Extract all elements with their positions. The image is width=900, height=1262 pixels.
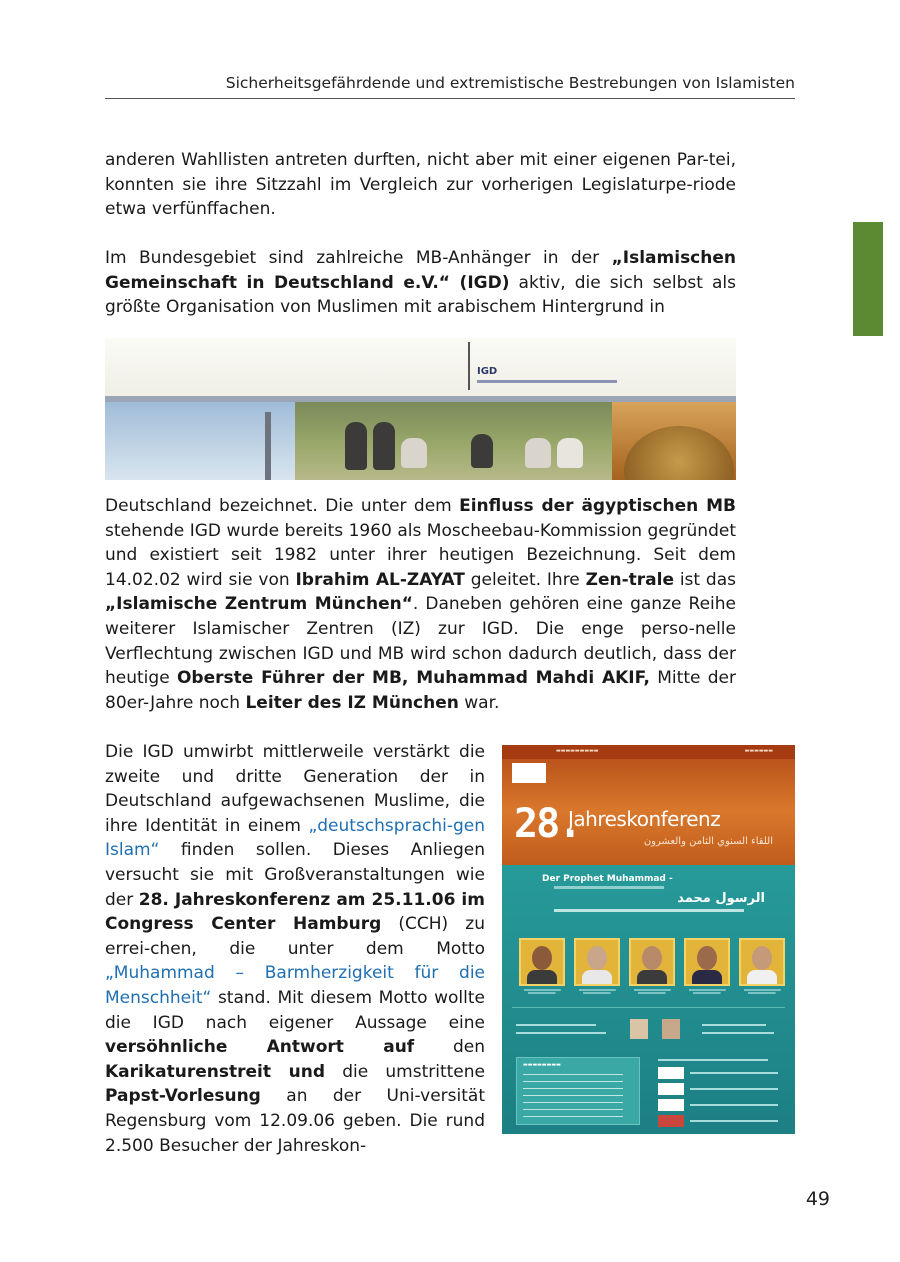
poster-arabic-line	[554, 909, 744, 912]
quote-deutschsprachiger-islam: „deutschsprachi-gen Islam“	[105, 815, 485, 861]
moderator-portrait	[662, 1019, 680, 1039]
paragraph-3-bold-4: „Islamische Zentrum München“	[105, 594, 413, 615]
paragraph-3-bold-1: Einfluss der ägyptischen MB	[459, 496, 736, 516]
sponsor-logo	[658, 1067, 684, 1079]
paragraph-3-text-5: . Daneben gehören eine ganze Reihe weiterer Islamischer Zentren (IZ) zur IGD. Die enge perso-nelle Verflechtung zwischen IGD und MB wird schon dadurch deutlich, dass der heutige	[105, 594, 737, 689]
poster-top-strip	[502, 745, 795, 759]
sponsor-text	[690, 1072, 778, 1074]
paragraph-3-text-3: geleitet. Ihre	[464, 569, 586, 590]
person-figure	[557, 438, 583, 468]
paragraph-2	[105, 246, 736, 320]
speaker-portrait	[739, 938, 785, 986]
paragraph-3	[105, 494, 736, 715]
banner-logo-area	[105, 338, 736, 396]
paragraph-3-bold-5: Oberste Führer der MB, Muhammad Mahdi AKIF,	[176, 668, 650, 689]
paragraph-4-bold-1: 28. Jahreskonferenz am 25.11.06 im Congress Center Hamburg	[105, 889, 485, 935]
person-figure	[525, 438, 551, 468]
speaker-portrait	[519, 938, 565, 986]
poster-moderator-arabic-text	[702, 1020, 782, 1038]
poster-sponsors	[650, 1057, 786, 1127]
speaker-caption	[684, 986, 730, 994]
paragraph-1	[105, 148, 736, 222]
speaker-portrait	[574, 938, 620, 986]
paragraph-3-bold-3: Zen-trale	[585, 569, 674, 590]
poster-number: 28.	[514, 801, 581, 847]
speaker-portrait	[629, 938, 675, 986]
igd-banner-image	[105, 338, 736, 480]
paragraph-3-text-7: war.	[458, 692, 500, 713]
paragraph-4-text-3: (CCH) zu errei-chen, die unter dem Motto	[105, 914, 485, 959]
moderator-portrait	[630, 1019, 648, 1039]
paragraph-3-text-2: stehende IGD wurde bereits 1960 als Moscheebau-Kommission gegründet und existiert seit 1982 unter ihrer heutigen Bezeichnung. Seit dem 14.02.02 wird sie von	[105, 520, 736, 590]
banner-logo-minaret-icon	[468, 342, 470, 390]
poster-arabic-subtitle: اللقاء السنوي الثامن والعشرون	[643, 836, 773, 847]
chapter-side-tab	[853, 222, 883, 336]
sponsor-text	[690, 1088, 778, 1090]
speaker-caption	[574, 986, 620, 994]
person-figure	[373, 422, 395, 470]
poster-arabic-main: الرسول محمد	[677, 891, 765, 906]
paragraph-3-text-6: Mitte der 80er-Jahre noch	[105, 668, 736, 713]
poster-title: Jahreskonferenz	[568, 807, 721, 831]
speaker-portrait	[684, 938, 730, 986]
speaker-caption	[629, 986, 675, 994]
paragraph-4	[105, 740, 485, 1158]
poster-subtitle: Der Prophet Muhammad -	[542, 874, 673, 884]
paragraph-4-text-4: stand. Mit diesem Motto wollte die IGD nach eigener Aussage eine	[105, 987, 485, 1033]
minaret-photo	[265, 412, 271, 480]
speaker-caption	[739, 986, 785, 994]
poster-strip-text-right: ▬▬▬▬▬▬	[744, 748, 773, 754]
paragraph-1-text: anderen Wahllisten antreten durften, nicht aber mit einer eigenen Par-tei, konnten sie ihre Sitzzahl im Vergleich zur vorherigen Legislaturpe-riode etwa verfünffachen.	[105, 150, 736, 220]
paragraph-3-text-1: Deutschland bezeichnet. Die unter dem	[105, 496, 460, 516]
person-figure	[401, 438, 427, 468]
paragraph-4-text-1: Die IGD umwirbt mittlerweile verstärkt die zweite und dritte Generation der in Deutschland aufgewachsenen Muslime, die ihre Identität in einem	[105, 742, 485, 836]
poster-date-label: ▬▬▬▬▬▬▬▬	[523, 1062, 561, 1068]
paragraph-4-bold-3: Karikaturenstreit und	[105, 1061, 326, 1082]
paragraph-4-text-2: finden sollen. Dieses Anliegen versucht sie mit Großveranstaltungen wie der	[105, 840, 485, 910]
poster-date-info-box	[516, 1057, 640, 1125]
paragraph-4-text-5: den	[414, 1037, 486, 1058]
sponsor-logo	[658, 1099, 684, 1111]
sponsor-logo	[658, 1083, 684, 1095]
person-figure	[345, 422, 367, 470]
poster-igd-logo	[512, 763, 546, 783]
sponsor-heading	[658, 1059, 768, 1061]
paragraph-4-bold-4: Papst-Vorlesung	[105, 1086, 261, 1107]
running-header: Sicherheitsgefährdende und extremistische Bestrebungen von Islamisten	[105, 74, 795, 99]
sponsor-text	[690, 1120, 778, 1122]
paragraph-2-text-2: aktiv, die sich selbst als größte Organisation von Muslimen mit arabischem Hintergrund in	[105, 272, 736, 318]
paragraph-4-bold-2: versöhnliche Antwort auf	[105, 1037, 415, 1058]
page-number: 49	[805, 1188, 830, 1210]
igd-organization-name: „Islamischen Gemeinschaft in Deutschland e.V.“ (IGD)	[105, 248, 736, 293]
poster-date-lines	[523, 1074, 623, 1120]
igd-logo-subline	[477, 380, 617, 383]
paragraph-4-text-7: an der Uni-versität Regensburg vom 12.09.06 geben. Die rund 2.500 Besucher der Jahreskon-	[105, 1086, 485, 1156]
sponsor-text	[690, 1104, 778, 1106]
poster-strip-text-left: ▬▬▬▬▬▬▬▬▬	[556, 748, 599, 754]
conference-poster-image	[502, 745, 795, 1134]
paragraph-3-bold-6: Leiter des IZ München	[245, 692, 459, 713]
poster-subtitle-line	[554, 886, 664, 889]
paragraph-3-bold-2: Ibrahim AL-ZAYAT	[295, 569, 465, 590]
speaker-caption	[519, 986, 565, 994]
paragraph-2-text-1: Im Bundesgebiet sind zahlreiche MB-Anhänger in der	[105, 248, 612, 268]
paragraph-4-text-6: die umstrittene	[325, 1061, 485, 1082]
sponsor-logo	[658, 1115, 684, 1127]
poster-divider	[512, 1007, 785, 1008]
person-figure	[471, 434, 493, 468]
quote-motto: „Muhammad – Barmherzigkeit für die Menschheit“	[105, 963, 485, 1008]
paragraph-3-text-4: ist das	[673, 569, 736, 590]
poster-moderator-text	[516, 1020, 616, 1038]
igd-logo: IGD	[477, 366, 498, 377]
